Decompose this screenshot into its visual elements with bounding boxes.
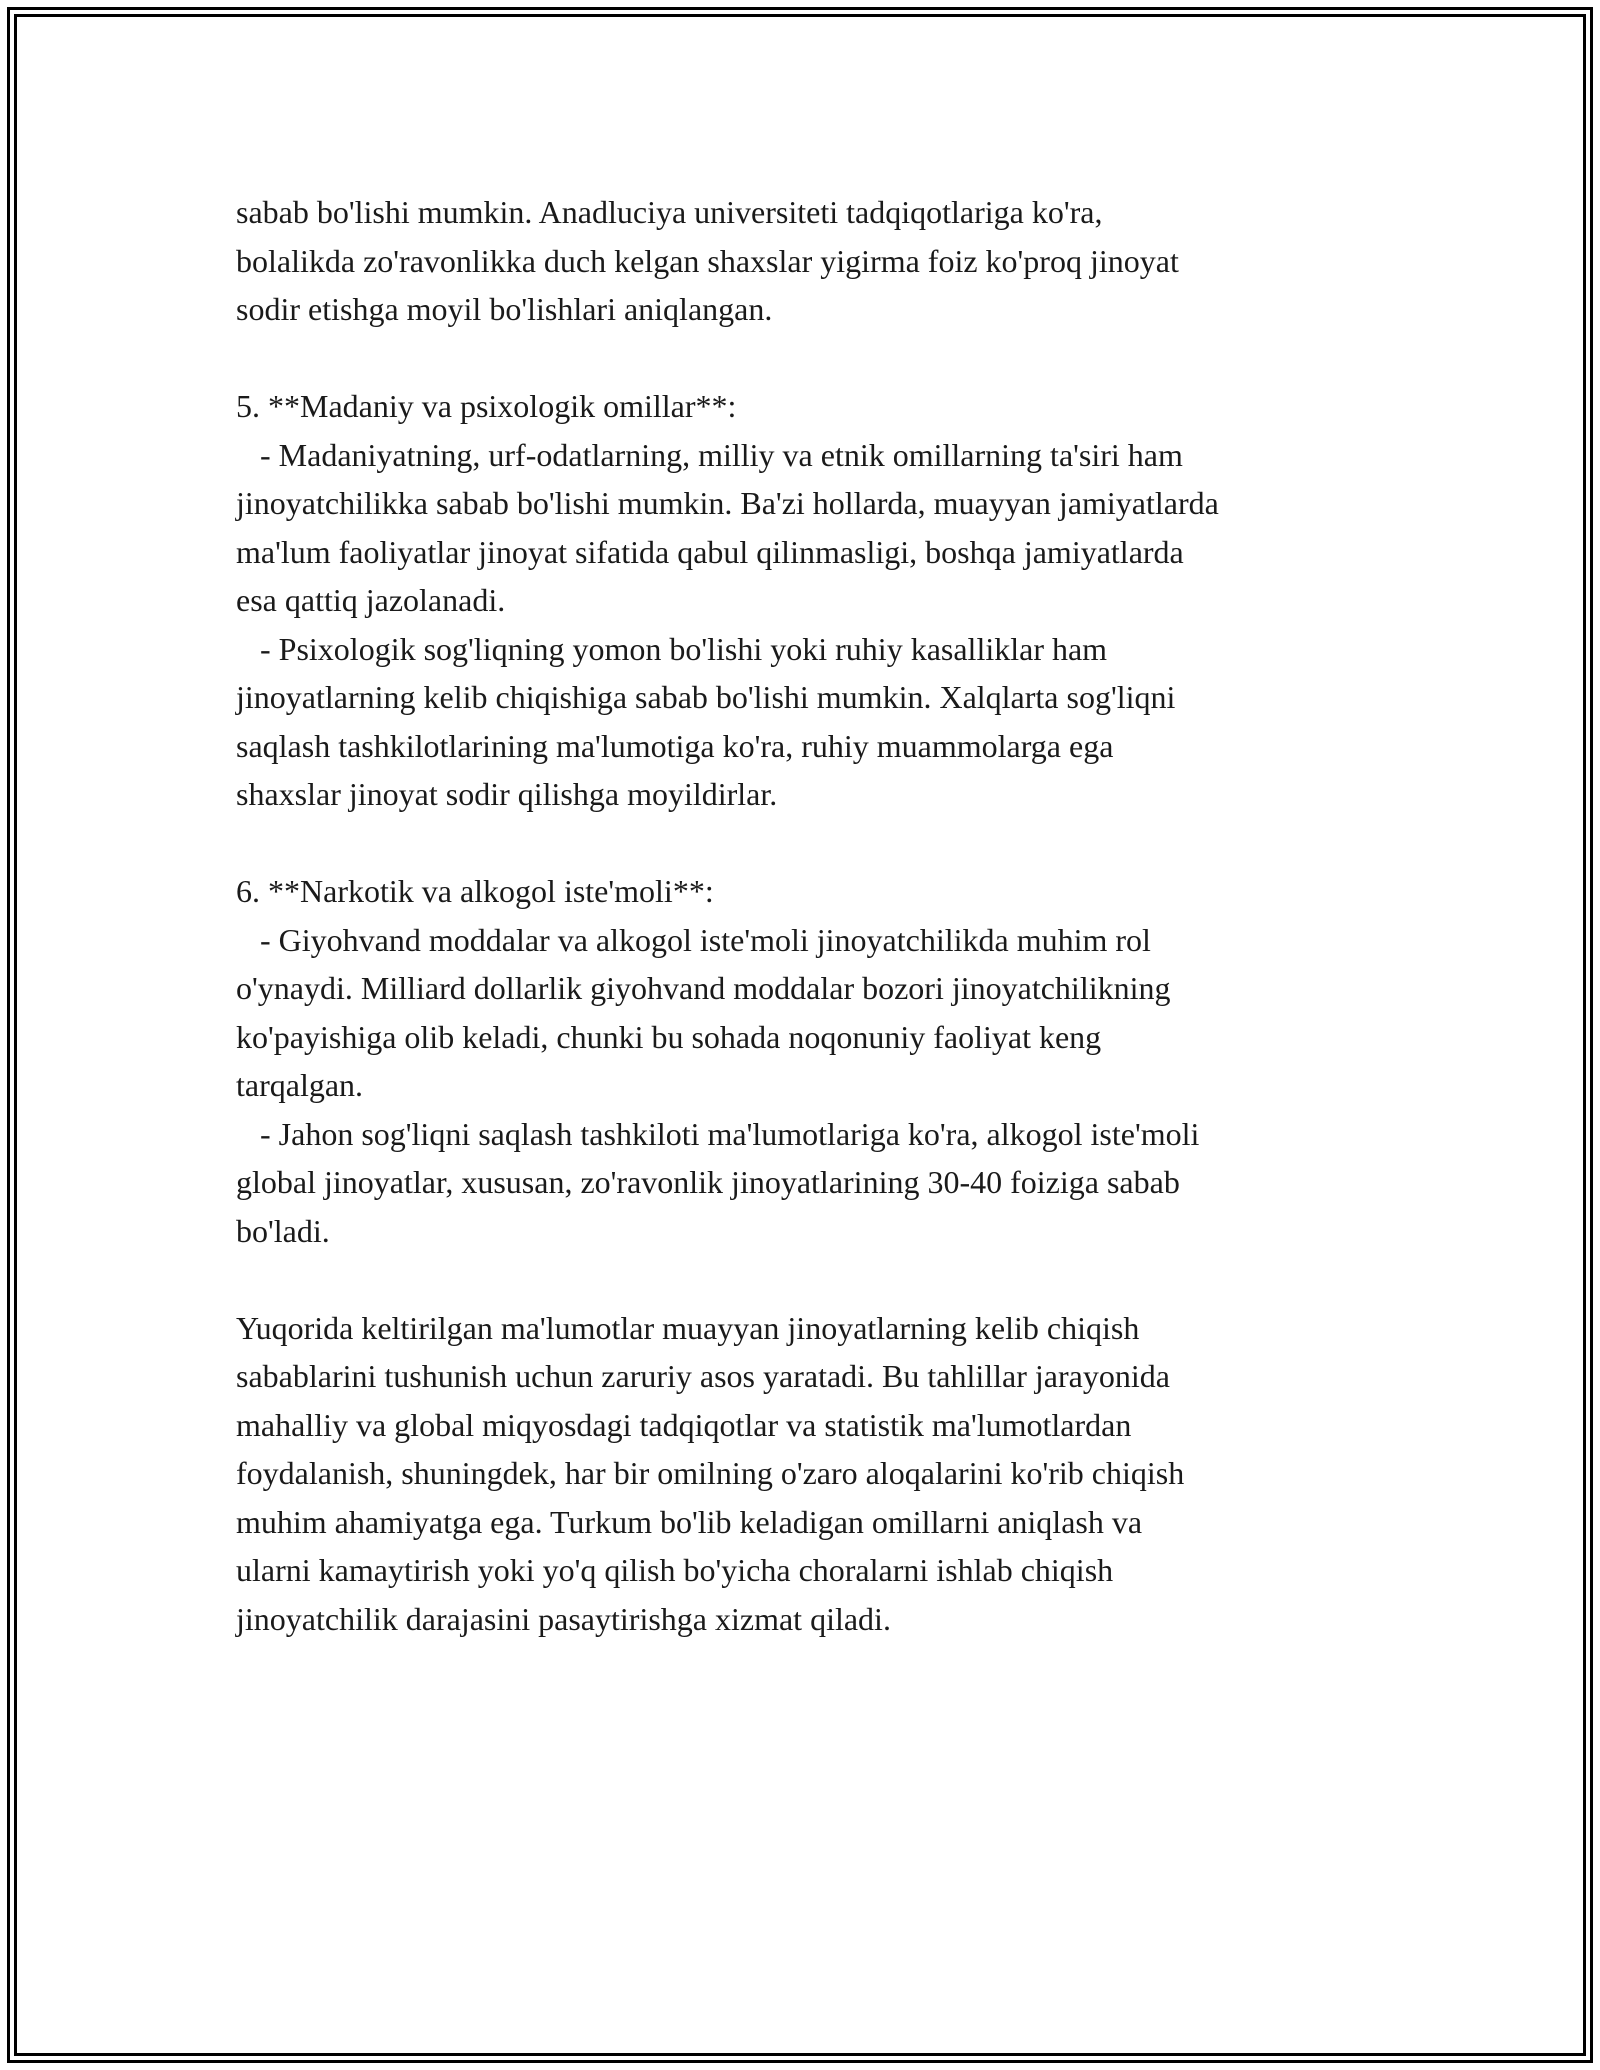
- text-line: global jinoyatlar, xususan, zo'ravonlik jinoyatlarining 30-40 foiziga sabab: [236, 1164, 1180, 1200]
- text-line: bo'ladi.: [236, 1212, 330, 1249]
- paragraph-spacer: [236, 334, 1386, 383]
- text-line: shaxslar jinoyat sodir qilishga moyildirlar.: [236, 776, 778, 812]
- paragraph-spacer: [236, 1255, 1386, 1304]
- text-line: foydalanish, shuningdek, har bir omilning o'zaro aloqalarini ko'rib chiqish: [236, 1455, 1185, 1491]
- text-line: jinoyatlarning kelib chiqishiga sabab bo'lishi mumkin. Xalqlarta sog'liqni: [236, 679, 1176, 715]
- paragraph-spacer: [236, 819, 1386, 868]
- text-line: mahalliy va global miqyosdagi tadqiqotlar va statistik ma'lumotlardan: [236, 1406, 1132, 1443]
- text-line: sodir etishga moyil bo'lishlari aniqlangan.: [236, 291, 773, 327]
- paragraph-conclusion: [236, 1304, 1386, 1644]
- text-line: o'ynaydi. Milliard dollarlik giyohvand moddalar bozori jinoyatchilikning: [236, 970, 1171, 1006]
- document-body: [236, 188, 1386, 1643]
- text-line: - Jahon sog'liqni saqlash tashkiloti ma'lumotlariga ko'ra, alkogol iste'moli: [236, 1115, 1200, 1152]
- text-line: saqlash tashkilotlarining ma'lumotiga ko'ra, ruhiy muammolarga ega: [236, 727, 1114, 764]
- text-line: bolalikda zo'ravonlikka duch kelgan shaxslar yigirma foiz ko'proq jinoyat: [236, 242, 1179, 279]
- text-line: muhim ahamiyatga ega. Turkum bo'lib keladigan omillarni aniqlash va: [236, 1503, 1143, 1540]
- text-line: - Madaniyatning, urf-odatlarning, milliy va etnik omillarning ta'siri ham: [236, 436, 1183, 473]
- text-line: tarqalgan.: [236, 1067, 364, 1103]
- text-line: ko'payishiga olib keladi, chunki bu sohada noqonuniy faoliyat keng: [236, 1018, 1102, 1055]
- text-line: jinoyatchilikka sabab bo'lishi mumkin. Ba'zi hollarda, muayyan jamiyatlarda: [236, 485, 1219, 521]
- section-narkotik-alkogol: [236, 867, 1386, 1255]
- text-line: - Psixologik sog'liqning yomon bo'lishi yoki ruhiy kasalliklar ham: [236, 630, 1108, 667]
- text-line: sabablarini tushunish uchun zaruriy asos yaratadi. Bu tahlillar jarayonida: [236, 1358, 1170, 1394]
- section-heading: 5. **Madaniy va psixologik omillar**:: [236, 388, 737, 424]
- text-line: ma'lum faoliyatlar jinoyat sifatida qabul qilinmasligi, boshqa jamiyatlarda: [236, 533, 1184, 570]
- list-item: [236, 916, 1386, 1110]
- paragraph-continuation: [236, 188, 1386, 334]
- text-line: - Giyohvand moddalar va alkogol iste'moli jinoyatchilikda muhim rol: [236, 921, 1151, 958]
- section-madaniy-psixologik: [236, 382, 1386, 819]
- text-line: jinoyatchilik darajasini pasaytirishga xizmat qiladi.: [236, 1600, 891, 1637]
- list-item: [236, 431, 1386, 625]
- text-line: esa qattiq jazolanadi.: [236, 582, 506, 618]
- list-item: [236, 625, 1386, 819]
- list-item: [236, 1110, 1386, 1256]
- text-line: ularni kamaytirish yoki yo'q qilish bo'yicha choralarni ishlab chiqish: [236, 1552, 1114, 1588]
- section-heading: 6. **Narkotik va alkogol iste'moli**:: [236, 873, 714, 909]
- text-line: Yuqorida keltirilgan ma'lumotlar muayyan jinoyatlarning kelib chiqish: [236, 1309, 1140, 1346]
- text-line: sabab bo'lishi mumkin. Anadluciya universiteti tadqiqotlariga ko'ra,: [236, 194, 1103, 230]
